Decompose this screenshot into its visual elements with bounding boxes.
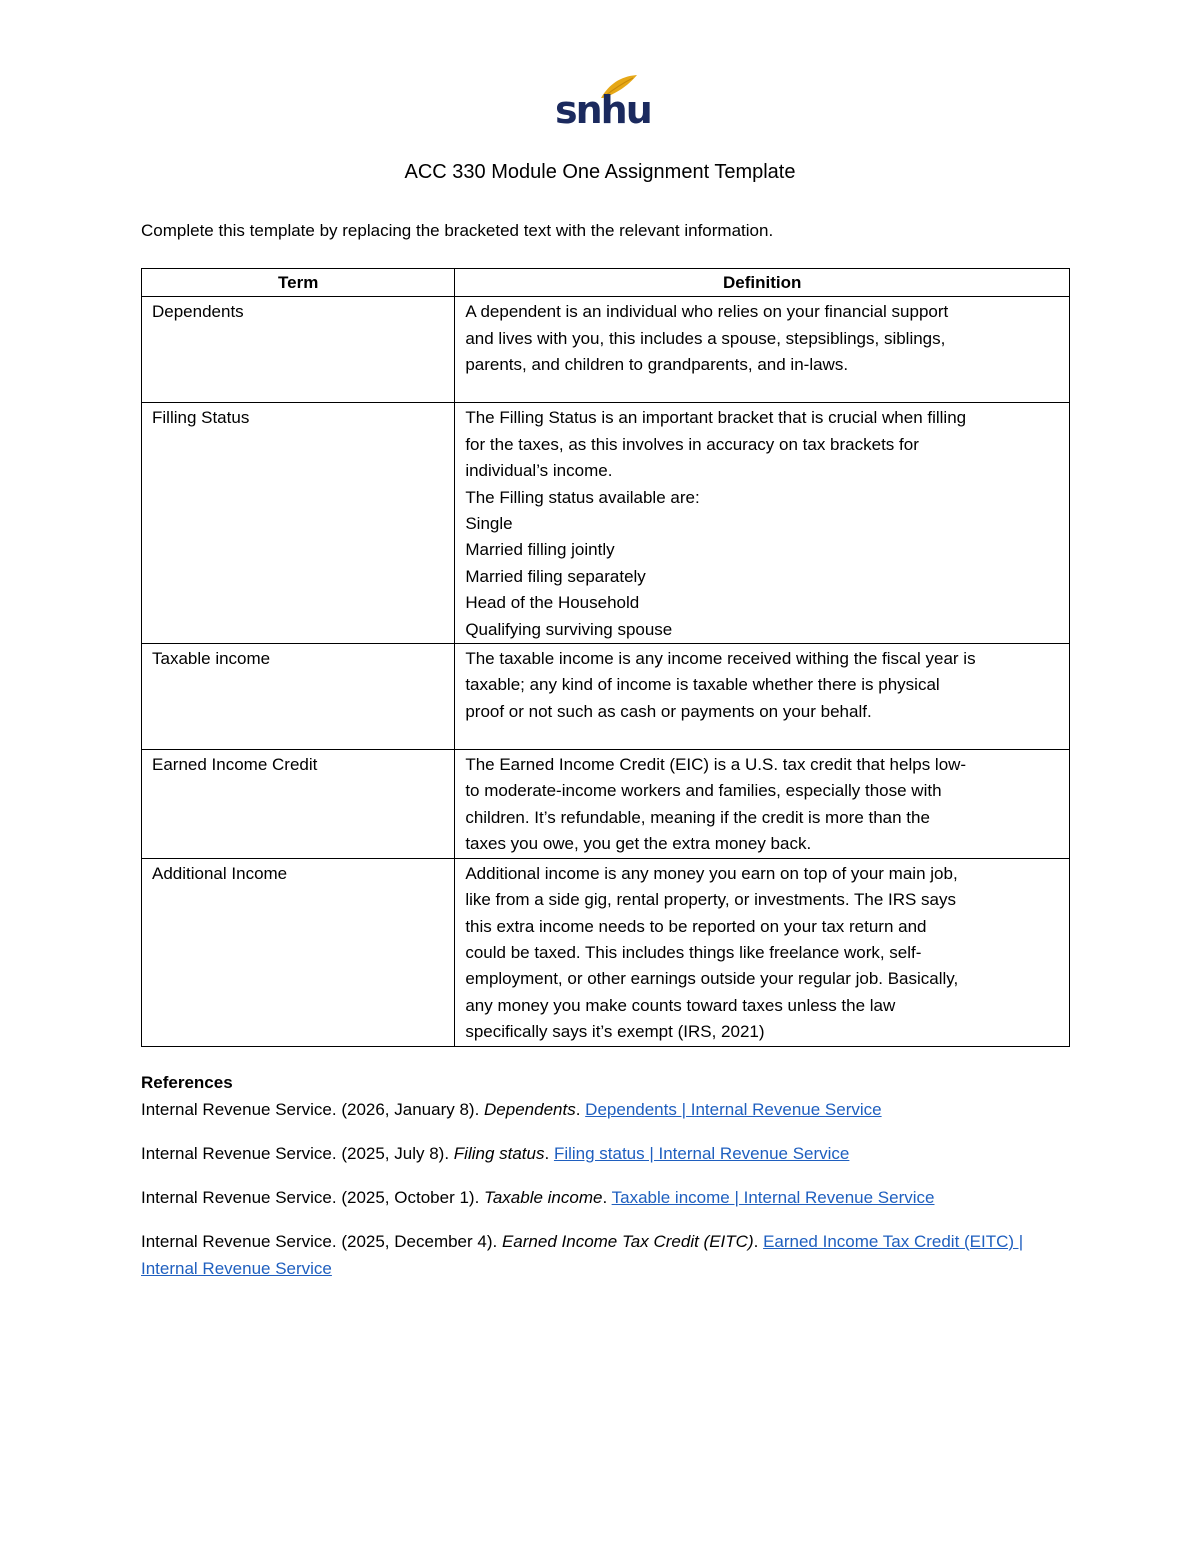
definition-line: The Filling status available are:: [465, 487, 700, 507]
term-cell: Taxable income: [142, 644, 455, 750]
reference-punct: .: [575, 1100, 586, 1119]
definition-line: any money you make counts toward taxes unless the law: [465, 995, 896, 1015]
table-row: [142, 858, 1070, 1046]
definition-cell: [455, 403, 1070, 644]
definition-line: employment, or other earnings outside your regular job. Basically,: [465, 969, 959, 989]
definition-line: taxable; any kind of income is taxable whether there is physical: [465, 675, 940, 695]
table-row: [142, 297, 1070, 403]
term-header: Term: [142, 269, 455, 297]
definition-line: for the taxes, as this involves in accuracy on tax brackets for: [465, 434, 919, 454]
definition-cell: [455, 750, 1070, 859]
table-row: [142, 644, 1070, 750]
definition-line: Qualifying surviving spouse: [465, 619, 673, 639]
reference-punct: .: [544, 1144, 554, 1163]
references-heading: References: [141, 1073, 233, 1092]
reference-author: Internal Revenue Service. (2025, October 1).: [141, 1188, 485, 1207]
term-cell: Earned Income Credit: [142, 750, 455, 859]
logo-wordmark: snhu: [555, 88, 651, 132]
reference-link[interactable]: Taxable income | Internal Revenue Service: [611, 1188, 935, 1207]
reference-link[interactable]: Filing status | Internal Revenue Service: [553, 1144, 850, 1163]
term-cell: Dependents: [142, 297, 455, 403]
reference-title: Earned Income Tax Credit (EITC): [501, 1232, 754, 1251]
reference-link[interactable]: Earned Income Tax Credit (EITC) | Internal Revenue Service: [141, 1232, 1024, 1278]
definition-line: individual’s income.: [465, 461, 613, 481]
definition-line: The Earned Income Credit (EIC) is a U.S. tax credit that helps low-: [465, 755, 967, 775]
intro-text: Complete this template by replacing the bracketed text with the relevant information.: [141, 221, 774, 240]
definition-line: and lives with you, this includes a spouse, stepsiblings, siblings,: [465, 328, 946, 348]
reference-author: Internal Revenue Service. (2025, July 8).: [141, 1144, 454, 1163]
reference-punct: .: [753, 1232, 764, 1251]
table-header-row: [142, 269, 1070, 297]
reference-item: [141, 1096, 1071, 1123]
definition-line: Head of the Household: [465, 593, 640, 613]
references-section: [141, 1069, 1071, 1299]
definition-line: The Filling Status is an important bracket that is crucial when filling: [465, 408, 967, 428]
reference-title: Filing status: [453, 1144, 545, 1163]
reference-item: [141, 1228, 1071, 1282]
definition-cell: [455, 644, 1070, 750]
page-title: ACC 330 Module One Assignment Template: [404, 161, 796, 183]
definition-line: Married filling jointly: [465, 540, 615, 560]
definition-line: like from a side gig, rental property, or investments. The IRS says: [465, 890, 957, 910]
reference-author: Internal Revenue Service. (2025, December 4).: [141, 1232, 502, 1251]
definition-line: parents, and children to grandparents, and in-laws.: [465, 355, 849, 375]
definition-cell: [455, 858, 1070, 1046]
definition-line: Single: [465, 514, 513, 534]
definition-line: Additional income is any money you earn on top of your main job,: [465, 863, 958, 883]
reference-author: Internal Revenue Service. (2026, January 8).: [141, 1100, 485, 1119]
reference-punct: .: [602, 1188, 612, 1207]
definition-line: children. It’s refundable, meaning if the credit is more than the: [465, 807, 930, 827]
reference-link[interactable]: Dependents | Internal Revenue Service: [585, 1100, 882, 1119]
reference-title: Taxable income: [484, 1188, 603, 1207]
table-row: [142, 403, 1070, 644]
definition-line: could be taxed. This includes things like freelance work, self-: [465, 942, 922, 962]
term-cell: Filling Status: [142, 403, 455, 644]
definition-line: proof or not such as cash or payments on your behalf.: [465, 701, 872, 721]
reference-item: [141, 1184, 1071, 1211]
snhu-logo: [555, 74, 651, 134]
definition-cell: [455, 297, 1070, 403]
definition-line: specifically says it’s exempt (IRS, 2021): [465, 1022, 765, 1042]
table-row: [142, 750, 1070, 859]
definition-header: Definition: [455, 269, 1070, 297]
definition-line: The taxable income is any income received withing the fiscal year is: [465, 649, 976, 669]
reference-item: [141, 1140, 1071, 1167]
definition-line: Married filing separately: [465, 566, 646, 586]
definition-line: this extra income needs to be reported on your tax return and: [465, 916, 927, 936]
definition-line: A dependent is an individual who relies on your financial support: [465, 302, 949, 322]
reference-title: Dependents: [484, 1100, 576, 1119]
definition-line: to moderate-income workers and families, especially those with: [465, 781, 942, 801]
terms-table: [141, 268, 1070, 1047]
term-cell: Additional Income: [142, 858, 455, 1046]
definition-line: taxes you owe, you get the extra money back.: [465, 834, 812, 854]
